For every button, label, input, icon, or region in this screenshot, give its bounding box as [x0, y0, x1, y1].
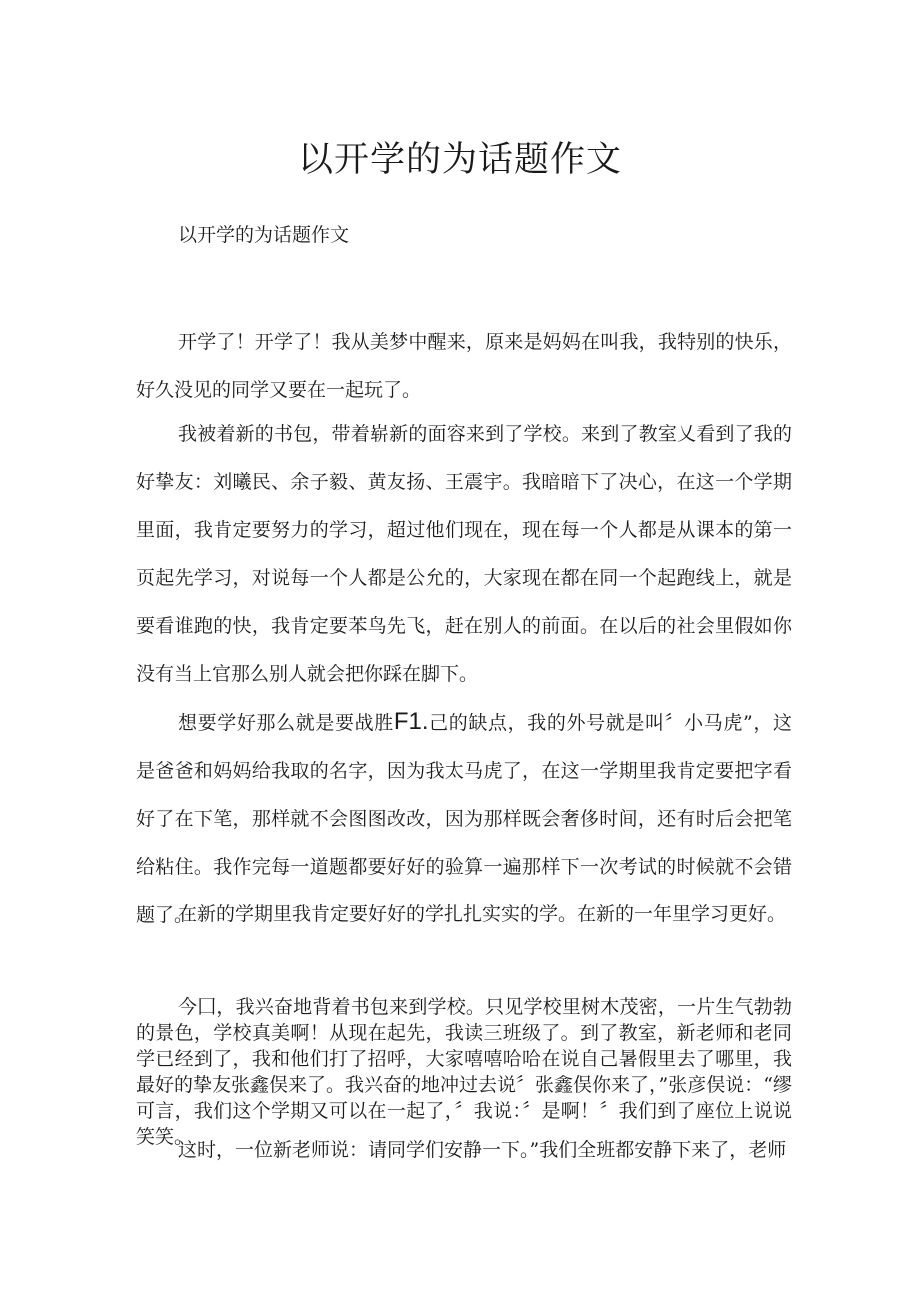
paragraph-text: 想要学好那么就是要战胜: [178, 712, 394, 734]
paragraph: 这时，一位新老师说：请同学们安静一下。”我们全班都安静下来了，老师: [178, 1139, 787, 1161]
paragraph-text: 己的缺点，我的外号就是叫〞小马虎”，这是爸爸和妈妈给我取的名字，因为我太马虎了，在这一学期里我肯定要把字看好了在下笔，那样就不会图图改改，因为那样既会奢侈时间，还有时后会把笔给粘住。我作完每一道题都要好好的验算一遍那样下一次考试的时候就不会错题了。: [136, 712, 792, 926]
paragraph: 我被着新的书包，带着崭新的面容来到了学校。来到了教室乂看到了我的好挚友：刘曦民、余子毅、黄友扬、王震宇。我暗暗下了决心，在这一个学期里面，我肯定要努力的学习，超过他们现在，现在每一个人都是从课本的第一页起先学习，对说每一个人都是公允的，大家现在都在同一个起跑线上，就是要看谁跑的快，我肯定要苯鸟先飞，赶在别人的前面。在以后的社会里假如你没有当上官那么别人就会把你踩在脚下。: [136, 423, 792, 685]
paragraph: 在新的学期里我肯定要好好的学扎扎实实的学。在新的一年里学习更好。: [178, 903, 787, 925]
document-subtitle: 以开学的为话题作文: [178, 224, 350, 246]
paragraph: 开学了！开学了！我从美梦中醒来，原来是妈妈在叫我，我特别的快乐，好久没见的同学又要在一起玩了。: [136, 331, 792, 401]
document-title: 以开学的为话题作文: [297, 140, 622, 180]
paragraph-ocr-artifact: F1.: [393, 708, 429, 735]
paragraph: 今囗，我兴奋地背着书包来到学校。只见学校里树木茂密，一片生气勃勃的景色，学校真美啊！从现在起先，我读三班级了。到了教室，新老师和老同学已经到了，我和他们打了招呼，大家嘻嘻哈哈在说自己暑假里去了哪里，我最好的挚友张鑫俣来了。我兴奋的地冲过去说〞张鑫俣你来了，”张彦俣说：“缪可言，我们这个学期又可以在一起了，〞我说：〞是啊！〞我们到了座位上说说笑笑。: [136, 996, 792, 1148]
